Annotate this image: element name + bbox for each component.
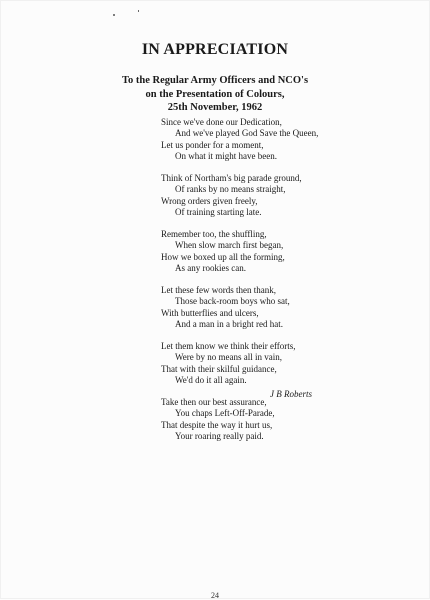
poem-line: That despite the way it hurt us, xyxy=(161,419,273,430)
poem-line: Think of Northam's big parade ground, xyxy=(161,173,302,184)
document-subtitle xyxy=(0,74,430,115)
poem-body xyxy=(161,117,381,453)
poem-line: Since we've done our Dedication, xyxy=(161,117,282,127)
poem-stanza xyxy=(161,229,381,275)
poem-line: How we boxed up all the forming, xyxy=(161,251,285,262)
poem-stanza xyxy=(161,285,381,331)
poem-line: And we've played God Save the Queen, xyxy=(175,128,319,139)
poem-line: On what it might have been. xyxy=(175,151,277,162)
poem-line: Let them know we think their efforts, xyxy=(161,341,296,352)
poem-stanza xyxy=(161,397,381,443)
subtitle-line: 25th November, 1962 xyxy=(167,102,263,113)
poem-line: That with their skilful guidance, xyxy=(161,363,277,374)
poem-line: Those back-room boys who sat, xyxy=(175,296,290,307)
document-title: IN APPRECIATION xyxy=(141,41,289,58)
scan-speck xyxy=(113,14,115,16)
page-number: 24 xyxy=(211,591,219,600)
poem-line: Remember too, the shuffling, xyxy=(161,229,267,240)
poem-line: Were by no means all in vain, xyxy=(175,352,282,363)
poem-line: You chaps Left-Off-Parade, xyxy=(175,408,275,419)
poem-line: When slow march first began, xyxy=(175,240,284,251)
poem-stanza xyxy=(161,173,381,219)
poem-line: With butterflies and ulcers, xyxy=(161,307,259,318)
poem-line: As any rookies can. xyxy=(175,263,246,274)
poem-line: Your roaring really paid. xyxy=(175,431,264,442)
poem-author: J B Roberts xyxy=(270,389,312,399)
poem-line: We'd do it all again. xyxy=(175,375,247,386)
poem-line: Of training starting late. xyxy=(175,207,262,218)
poem-stanza xyxy=(161,117,381,163)
subtitle-line: on the Presentation of Colours, xyxy=(145,88,285,100)
poem-line: Of ranks by no means straight, xyxy=(175,184,286,195)
poem-line: And a man in a bright red hat. xyxy=(175,319,283,330)
poem-line: Let these few words then thank, xyxy=(161,285,276,296)
subtitle-line: To the Regular Army Officers and NCO's xyxy=(121,75,309,86)
poem-stanza xyxy=(161,341,381,387)
poem-line: Wrong orders given freely, xyxy=(161,195,258,206)
poem-line: Take then our best assurance, xyxy=(161,397,267,408)
poem-line: Let us ponder for a moment, xyxy=(161,139,264,150)
scan-speck xyxy=(138,10,139,12)
